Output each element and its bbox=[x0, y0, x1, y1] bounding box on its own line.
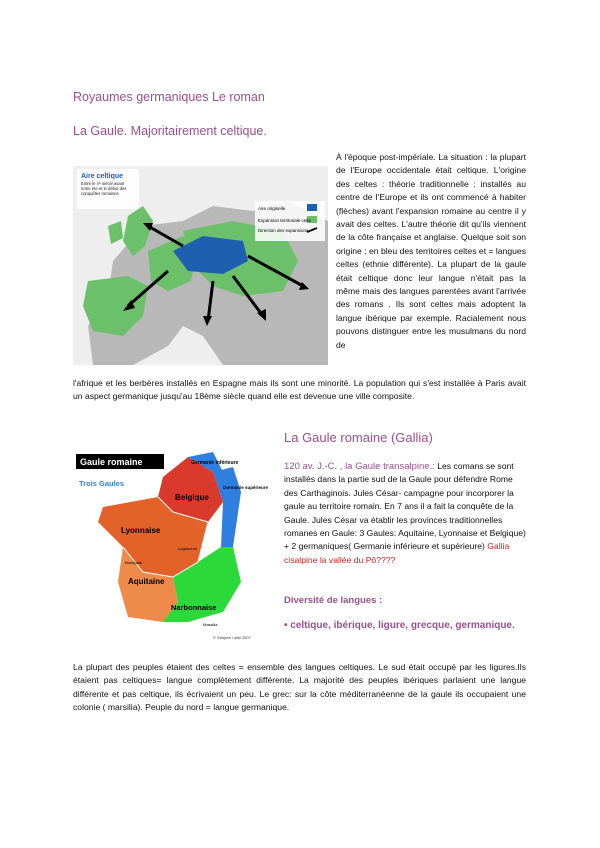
region-aquitaine: Aquitaine bbox=[128, 577, 165, 586]
languages-list: • celtique, ibérique, ligure, grecque, germanique. bbox=[284, 620, 515, 631]
paragraph-celtic-origin: À l'époque post-impériale. La situation : la plupart de l'Europe occidentale était celtique. L'origine des celtes : théorie traditionnelle : installés au centre de l'Europe et ils ont commencé à habiter (flèches) avant l'expansion romaine au centre il y avait des celtes. L'autre théorie dit qu'ils viennent de la côte française et anglaise. Quelque soit son origine : en bleu des territoires celtes et = langues celtes (ethnie différente). La plupart de la gaule était celtique donc leur langue n'était pas la même mais des langues parentées avant l'arrivée des romans . Ils sont celtes mais adoptent la langue ibérique par exemple. Racialement nous pouvons distinguer entre les musulmans du nord de bbox=[336, 152, 526, 350]
subsection-title: La Gaule. Majoritairement celtique. bbox=[73, 124, 267, 138]
cisalpine-note: Gallia cisalpine la vallée du Pô???? bbox=[284, 541, 510, 565]
city-lugdunum: Lugdunum bbox=[178, 546, 197, 551]
region-lyonnaise: Lyonnaise bbox=[121, 526, 161, 535]
map2-title: Gaule romaine bbox=[80, 457, 143, 467]
city-massilia: Massilia bbox=[203, 622, 218, 627]
map1-subtitle: Entre le Vᵉ siècle avant notre ère et le début des conquêtes romaines bbox=[81, 181, 127, 196]
legend-swatch-origin bbox=[307, 204, 317, 211]
region-belgique: Belgique bbox=[175, 493, 209, 502]
legend-expansion-label: Expansion territoriale celte bbox=[258, 218, 312, 223]
region-germanie-sup: Germanie supérieure bbox=[223, 485, 269, 490]
map2-credit: © Sebpee / wiki 2007 bbox=[213, 635, 251, 640]
city-burdigala: Burdigala bbox=[125, 560, 142, 565]
map1-title: Aire celtique bbox=[81, 173, 124, 180]
lead-transalpine: 120 av. J.-C. , la Gaule transalpine.: bbox=[284, 461, 435, 472]
region-germanie-inf: Germanie inférieure bbox=[191, 460, 239, 466]
roman-gaul-title: La Gaule romaine (Gallia) bbox=[284, 430, 433, 445]
region-narbonnaise: Narbonnaise bbox=[171, 603, 217, 612]
roman-gaul-map bbox=[73, 452, 278, 642]
paragraph-languages: La plupart des peuples étaient des celtes = ensemble des langues celtiques. Le sud était occupé par les ligures.Ils étaient pas celtiques= langue complètement différente. La majorité des peuples ibériques parlaient une langue différente et pas celtique, ils écrivaient un peu. Le grec: sur la côte méditerranéenne de la gaule ils occupaient une colonie ( marsilia). Peuple du nord = langue germanique. bbox=[73, 662, 526, 713]
section-title: Royaumes germaniques Le roman bbox=[73, 90, 265, 104]
paragraph-roman-conquest bbox=[284, 460, 528, 567]
legend-direction-label: Direction des expansions bbox=[258, 228, 309, 233]
celtic-expansion-map bbox=[73, 166, 328, 365]
languages-heading: Diversité de langues : bbox=[284, 595, 383, 606]
roman-gaul-graphic bbox=[73, 452, 278, 642]
paragraph-celtic-continued: l'afrique et les berbères installés en Espagne mais ils sont une minorité. La population qui s'est installée à Paris avait un aspect germanique jusqu'au 18ème siècle quand elle est devenue une ville composite. bbox=[73, 378, 526, 402]
legend-origin-label: Aire originelle bbox=[258, 206, 286, 211]
trois-gaules-label: Trois Gaules bbox=[79, 479, 125, 488]
conquest-body: Les comans se sont installés dans la partie sud de la Gaule pour défendre Rome des Carthaginois. Jules César- campagne pour incorporer la gaule au territoire romain. En 7 ans il a fait la conquête de la Gaule. Jules César va établir les provinces traditionnelles romanes en Gaule: 3 Gaules: Aquitaine, Lyonnaise et Belgique) + 2 germaniques( Germanie inférieure et supérieure) bbox=[284, 461, 526, 552]
